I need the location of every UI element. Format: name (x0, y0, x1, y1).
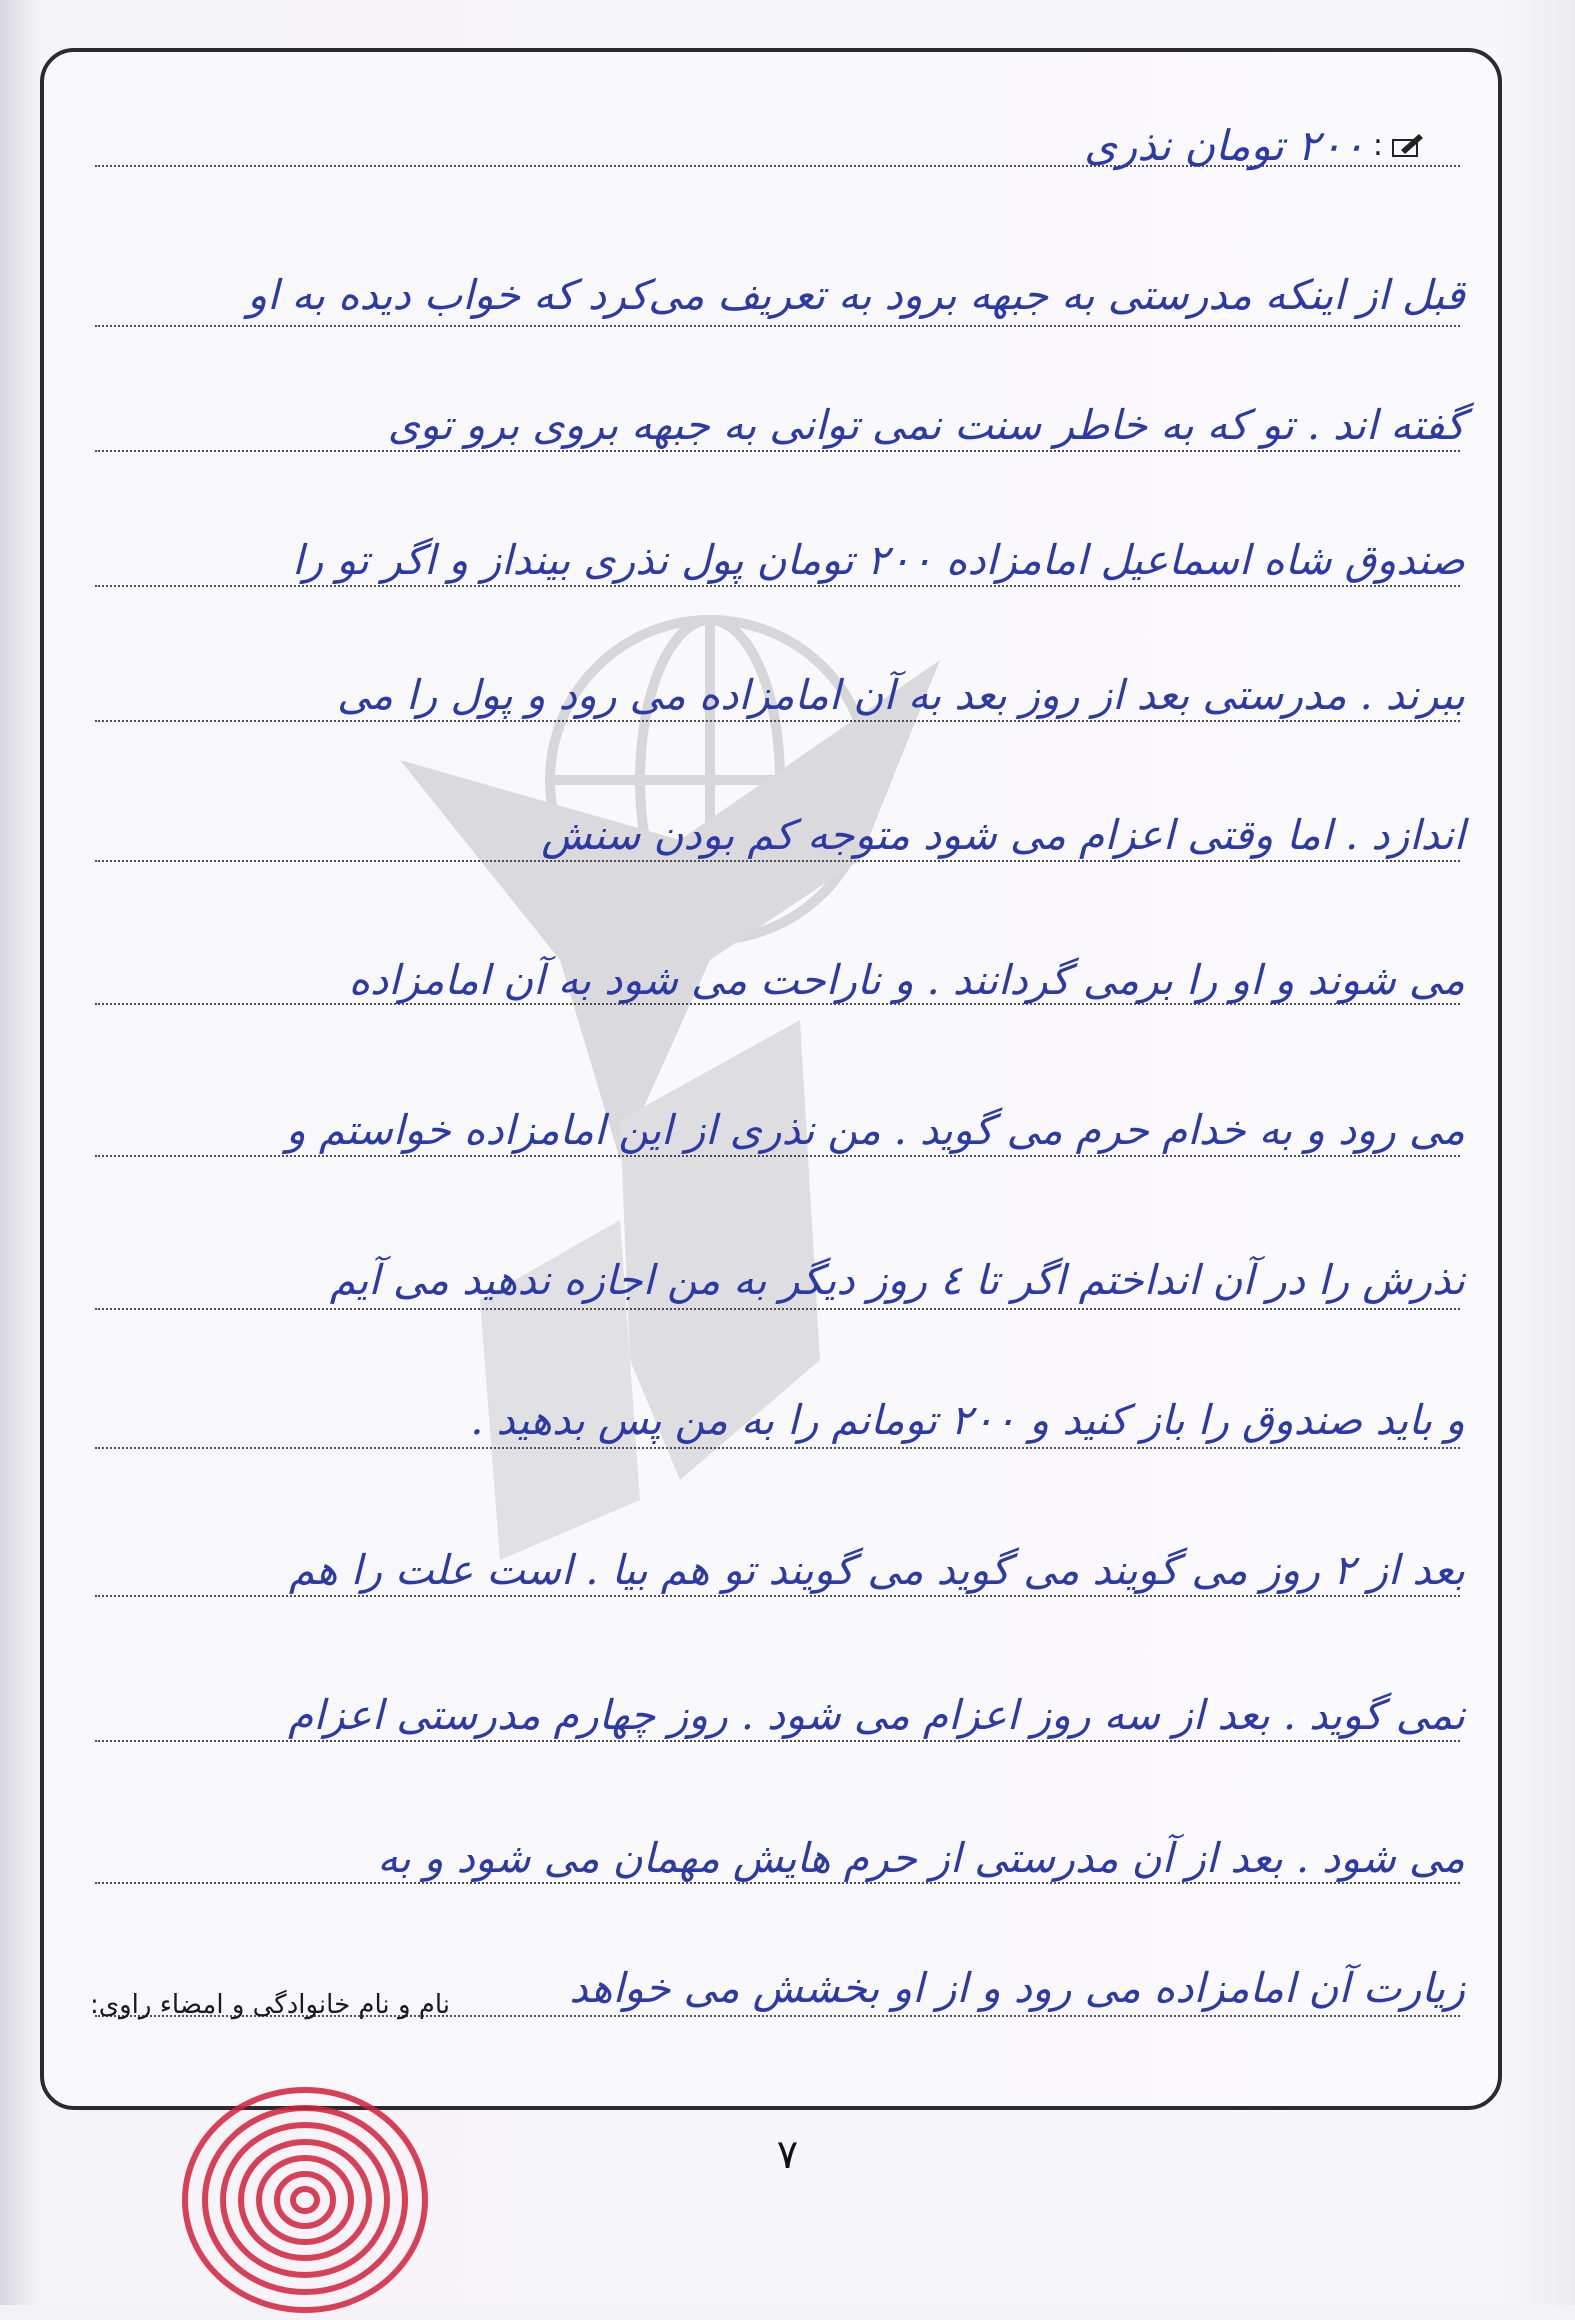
ruled-line (95, 860, 1460, 862)
handwritten-line: صندوق شاه اسماعیل امامزاده ۲۰۰ تومان پول نذری بینداز و اگر تو را (292, 536, 1465, 584)
handwritten-line: می رود و به خدام حرم می گوید . من نذری از این امامزاده خواستم و (286, 1106, 1465, 1154)
narrator-signature-label: نام و نام خانوادگی و امضاء راوی: (90, 1990, 451, 2020)
fingerprint-stamp (170, 2050, 440, 2320)
page-number: ۷ (776, 2132, 799, 2178)
handwritten-line: ببرند . مدرستی بعد از روز بعد به آن امامزاده می رود و پول را می (337, 671, 1465, 719)
handwritten-line: گفته اند . تو که به خاطر سنت نمی توانی به جبهه بروی برو توی (387, 401, 1465, 449)
ruled-line (95, 325, 1460, 327)
title-row (1084, 120, 1425, 170)
handwritten-line: می شود . بعد از آن مدرستی از حرم هایش مهمان می شود و به (377, 1834, 1465, 1882)
ruled-line (95, 1447, 1460, 1449)
foundation-emblem-watermark (380, 600, 1020, 1600)
pen-note-icon (1391, 130, 1425, 160)
ruled-line (95, 1155, 1460, 1157)
ruled-line (95, 450, 1460, 452)
title-label: : (1372, 127, 1383, 163)
ruled-line (95, 1740, 1460, 1742)
story-title: ۲۰۰ تومان نذری (1084, 120, 1365, 170)
ruled-line (95, 1595, 1460, 1597)
handwritten-line: زیارت آن امامزاده می رود و از او بخشش می خواهد (569, 1964, 1465, 2012)
handwritten-line: قبل از اینکه مدرستی به جبهه برود به تعریف می‌کرد که خواب دیده به او (247, 271, 1465, 319)
ruled-line (95, 1308, 1460, 1310)
ruled-line (95, 585, 1460, 587)
handwritten-line: نذرش را در آن انداختم اگر تا ٤ روز دیگر به من اجازه ندهید می آیم (329, 1256, 1465, 1304)
handwritten-line: می شوند و او را برمی گردانند . و ناراحت می شود به آن امامزاده (348, 956, 1465, 1004)
ruled-line (95, 1882, 1460, 1884)
handwritten-line: بعد از ۲ روز می گویند می گوید می گویند تو هم بیا . است علت را هم (288, 1546, 1465, 1594)
handwritten-line: نمی گوید . بعد از سه روز اعزام می شود . روز چهارم مدرستی اعزام (287, 1691, 1465, 1739)
handwritten-line: اندازد . اما وقتی اعزام می شود متوجه کم بودن سنش (541, 811, 1465, 859)
ruled-line (95, 720, 1460, 722)
handwritten-line: و باید صندوق را باز کنید و ۲۰۰ تومانم را به من پس بدهید . (470, 1396, 1465, 1444)
